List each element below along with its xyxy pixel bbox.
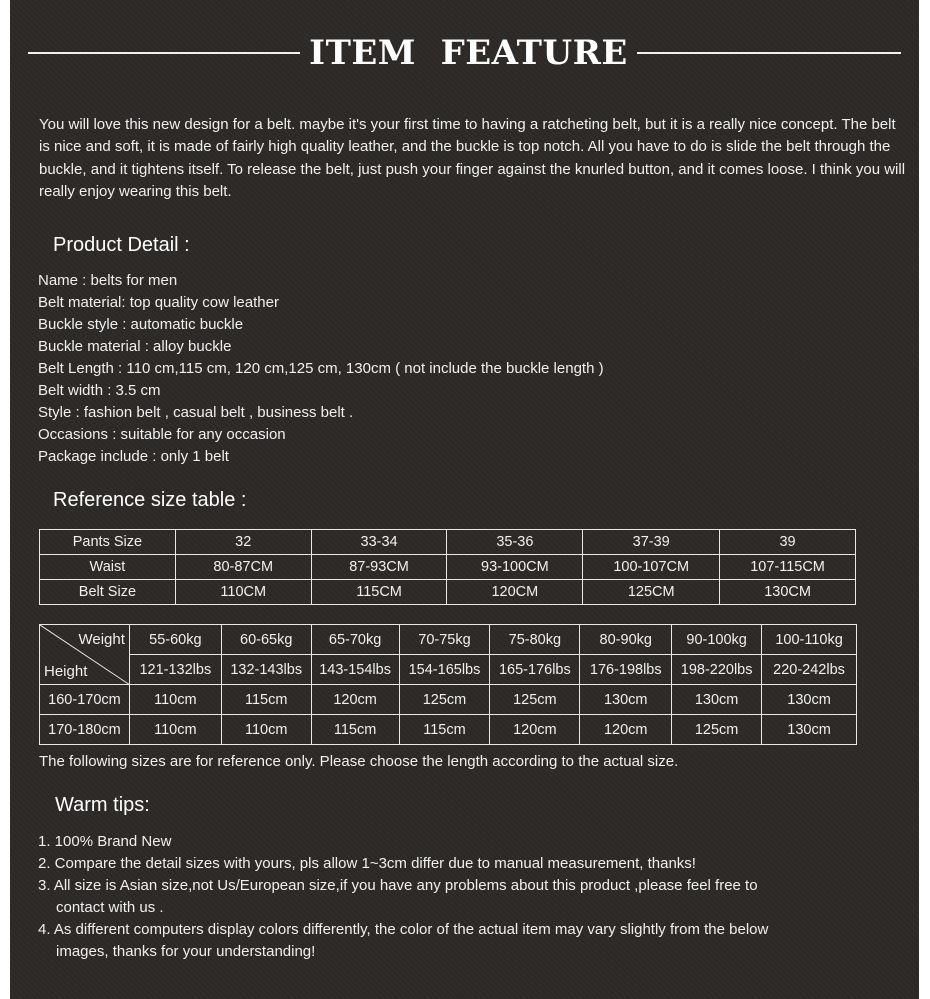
- table-cell: 115cm: [311, 715, 399, 745]
- height-row-label: 160-170cm: [40, 685, 130, 715]
- table-cell: 80-87CM: [175, 555, 311, 580]
- table-cell: 100-107CM: [583, 555, 720, 580]
- row-label: Belt Size: [40, 580, 176, 605]
- table-cell: 115cm: [221, 685, 311, 715]
- table-cell: 93-100CM: [447, 555, 583, 580]
- tip-text-continued: contact with us .: [56, 899, 164, 916]
- title-rule-left: [28, 52, 300, 54]
- table-cell: 115cm: [399, 715, 490, 745]
- table-cell: 35-36: [447, 530, 583, 555]
- table-cell: 120cm: [580, 715, 672, 745]
- spec-item: Buckle material : alloy buckle: [38, 338, 232, 355]
- warm-tips-heading: Warm tips:: [55, 794, 150, 816]
- weight-height-table: [39, 624, 857, 745]
- weight-kg-header: 100-110kg: [762, 625, 857, 655]
- table-cell: 110cm: [221, 715, 311, 745]
- weight-lbs-header: 121-132lbs: [129, 655, 221, 685]
- table-cell: 110cm: [129, 715, 221, 745]
- weight-lbs-header: 220-242lbs: [762, 655, 857, 685]
- weight-kg-header: 80-90kg: [580, 625, 672, 655]
- table-row: [40, 655, 857, 685]
- table-cell: 125cm: [399, 685, 490, 715]
- table-cell: 110cm: [129, 685, 221, 715]
- table-row: [40, 715, 857, 745]
- page-title: ITEM FEATURE: [309, 33, 628, 73]
- spec-item: Occasions : suitable for any occasion: [38, 426, 286, 443]
- row-label: Waist: [40, 555, 176, 580]
- table-cell: 115CM: [311, 580, 447, 605]
- spec-item: Package include : only 1 belt: [38, 448, 229, 465]
- weight-lbs-header: 165-176lbs: [490, 655, 580, 685]
- row-label: Pants Size: [40, 530, 176, 555]
- tip-text: 2. Compare the detail sizes with yours, pls allow 1~3cm differ due to manual measurement, thanks!: [38, 855, 696, 872]
- table-cell: 120cm: [311, 685, 399, 715]
- weight-height-corner-cell: [40, 625, 130, 685]
- tip-text-continued: images, thanks for your understanding!: [56, 943, 316, 960]
- weight-lbs-header: 176-198lbs: [580, 655, 672, 685]
- table-cell: 87-93CM: [311, 555, 447, 580]
- spec-item: Belt Length : 110 cm,115 cm, 120 cm,125 cm, 130cm ( not include the buckle length ): [38, 360, 604, 377]
- intro-paragraph: You will love this new design for a belt. maybe it's your first time to having a ratcheting belt, but it is a really nice concept. The belt is nice and soft, it is made of fairly high quality leather, and the buckle is top notch. All you have to do is slide the belt through the buckle, and it tightens itself. To release the belt, just push your finger against the knurled button, and it comes loose. I think you will really enjoy wearing this belt.: [39, 116, 906, 200]
- table-cell: 107-115CM: [720, 555, 856, 580]
- spec-item: Name : belts for men: [38, 272, 178, 289]
- table-cell: 125cm: [490, 685, 580, 715]
- warm-tips-list: [38, 831, 908, 963]
- tip-text: 4. As different computers display colors differently, the color of the actual item may vary slightly from the below: [38, 921, 769, 938]
- tip-text: 3. All size is Asian size,not Us/European size,if you have any problems about this product ,please feel free to: [38, 877, 758, 894]
- height-label: Height: [44, 663, 88, 680]
- pants-size-table: [39, 529, 856, 605]
- table-cell: 120cm: [490, 715, 580, 745]
- table-cell: 130CM: [720, 580, 856, 605]
- table-row: [40, 555, 856, 580]
- weight-label: Weight: [78, 631, 125, 648]
- table-cell: 110CM: [175, 580, 311, 605]
- product-detail-heading: Product Detail :: [53, 234, 190, 256]
- height-row-label: 170-180cm: [40, 715, 130, 745]
- tip-item: [38, 875, 908, 919]
- weight-lbs-header: 132-143lbs: [221, 655, 311, 685]
- table-cell: 130cm: [672, 685, 762, 715]
- table-cell: 120CM: [447, 580, 583, 605]
- table-cell: 130cm: [580, 685, 672, 715]
- table-cell: 125CM: [583, 580, 720, 605]
- item-feature-panel: [10, 0, 919, 999]
- weight-kg-header: 70-75kg: [399, 625, 490, 655]
- weight-kg-header: 65-70kg: [311, 625, 399, 655]
- table-row: [40, 580, 856, 605]
- weight-kg-header: 75-80kg: [490, 625, 580, 655]
- table-cell: 37-39: [583, 530, 720, 555]
- product-detail-list: [38, 270, 604, 468]
- weight-lbs-header: 198-220lbs: [672, 655, 762, 685]
- weight-kg-header: 90-100kg: [672, 625, 762, 655]
- tip-text: 1. 100% Brand New: [38, 833, 172, 850]
- table-cell: 130cm: [762, 715, 857, 745]
- tip-item: [38, 853, 908, 875]
- table-cell: 39: [720, 530, 856, 555]
- reference-size-heading: Reference size table :: [53, 489, 247, 511]
- table-cell: 130cm: [762, 685, 857, 715]
- weight-kg-header: 55-60kg: [129, 625, 221, 655]
- spec-item: Belt material: top quality cow leather: [38, 294, 279, 311]
- title-row: [10, 28, 919, 78]
- size-reference-note: The following sizes are for reference only. Please choose the length according to the actual size.: [39, 753, 679, 770]
- tip-item: [38, 919, 908, 963]
- table-row: [40, 685, 857, 715]
- table-cell: 32: [175, 530, 311, 555]
- weight-lbs-header: 154-165lbs: [399, 655, 490, 685]
- spec-item: Buckle style : automatic buckle: [38, 316, 244, 333]
- spec-item: Belt width : 3.5 cm: [38, 382, 161, 399]
- table-row: [40, 625, 857, 655]
- spec-item: Style : fashion belt , casual belt , business belt .: [38, 404, 354, 421]
- title-rule-right: [637, 52, 901, 54]
- table-cell: 125cm: [672, 715, 762, 745]
- table-row: [40, 530, 856, 555]
- weight-kg-header: 60-65kg: [221, 625, 311, 655]
- tip-item: [38, 831, 908, 853]
- table-cell: 33-34: [311, 530, 447, 555]
- weight-lbs-header: 143-154lbs: [311, 655, 399, 685]
